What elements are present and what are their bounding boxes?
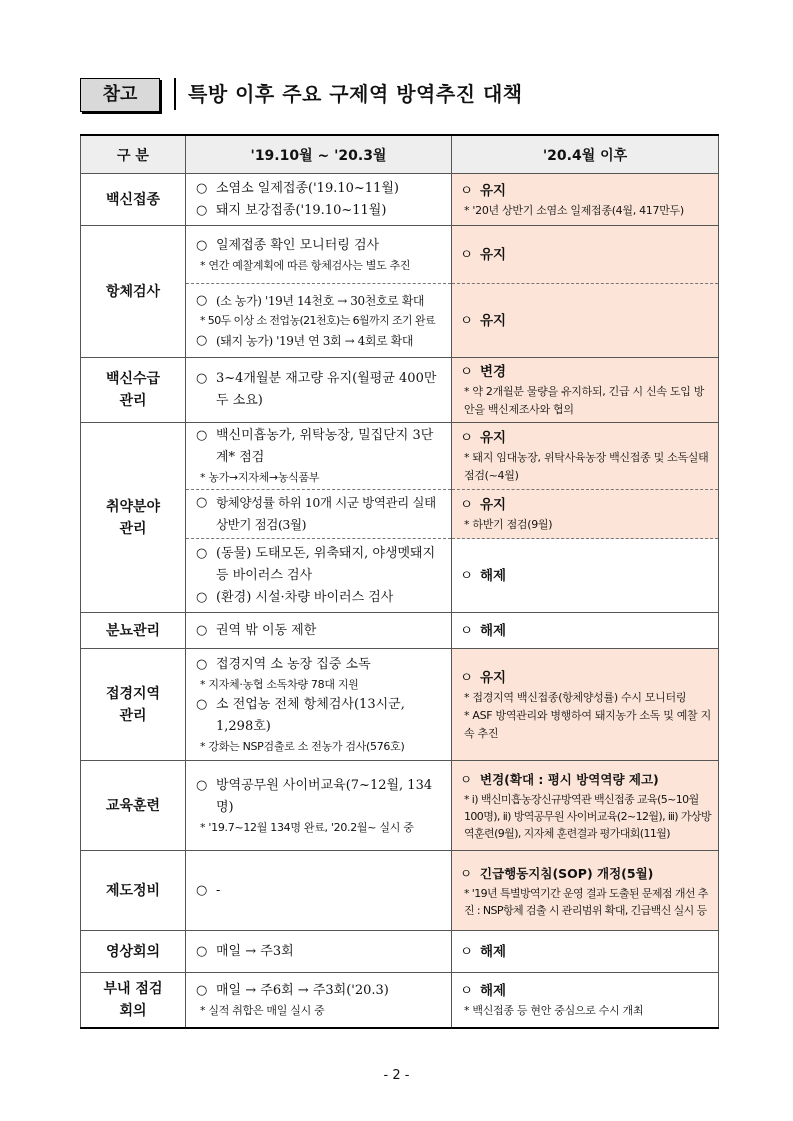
row-label: 제도정비: [81, 851, 186, 931]
row-label: 분뇨관리: [81, 613, 186, 649]
table-row: [81, 174, 719, 226]
right-cell: ㅇ 해제: [452, 613, 719, 649]
right-cell: ㅇ 유지 * 돼지 임대농장, 위탁사육농장 백신접종 및 소독실태 점검(~4월): [452, 423, 719, 490]
row-label: 항체검사: [81, 226, 186, 358]
table-header-row: [81, 135, 719, 174]
mid-cell: ○ -: [186, 851, 452, 931]
measures-table: [80, 134, 719, 1029]
right-cell: ㅇ 해제: [452, 539, 719, 613]
mid-cell: ○ 권역 밖 이동 제한: [186, 613, 452, 649]
mid-cell: ○ 항체양성률 하위 10개 시군 방역관리 실태 상반기 점검(3월): [186, 490, 452, 539]
right-cell: ㅇ 유지 * '20년 상반기 소염소 일제접종(4월, 417만두): [452, 174, 719, 226]
row-label: 접경지역 관리: [81, 649, 186, 761]
col-header-before: '19.10월 ~ '20.3월: [186, 135, 452, 174]
mid-cell: ○ 일제접종 확인 모니터링 검사 * 연간 예찰계획에 따른 항체검사는 별도 추진: [186, 226, 452, 284]
mid-cell: ○ (동물) 도태모돈, 위축돼지, 야생멧돼지 등 바이러스 검사 ○ (환경) 시설·차량 바이러스 검사: [186, 539, 452, 613]
mid-cell: ○ 매일 → 주3회: [186, 931, 452, 973]
right-cell: ㅇ 변경(확대 : 평시 방역역량 제고) * ⅰ) 백신미흡농장신규방역관 백신접종 교육(5~10월 100명), ⅱ) 방역공무원 사이버교육(2~12월), ⅲ) 가상방역훈련(9월), 지자체 훈련결과 평가대회(11월): [452, 761, 719, 851]
page-title: 특방 이후 주요 구제역 방역추진 대책: [188, 82, 523, 106]
table-row: [81, 973, 719, 1028]
table-row: [81, 931, 719, 973]
row-label: 백신수급 관리: [81, 358, 186, 423]
row-label: 영상회의: [81, 931, 186, 973]
page-number: - 2 -: [383, 1068, 410, 1083]
mid-cell: ○ 방역공무원 사이버교육(7~12월, 134명) * '19.7~12월 134명 완료, '20.2월~ 실시 중: [186, 761, 452, 851]
mid-cell: ○ 3~4개월분 재고량 유지(월평균 400만두 소요): [186, 358, 452, 423]
table-row: [81, 649, 719, 761]
right-cell: ㅇ 유지: [452, 226, 719, 284]
table-row: [81, 851, 719, 931]
col-header-after: '20.4월 이후: [452, 135, 719, 174]
right-cell: ㅇ 긴급행동지침(SOP) 개정(5월) * '19년 특별방역기간 운영 결과 도출된 문제점 개선 추진 : NSP항체 검출 시 관리범위 확대, 긴급백신 실시 등: [452, 851, 719, 931]
col-header-category: 구 분: [81, 135, 186, 174]
mid-cell: ○ 접경지역 소 농장 집중 소독 * 지자체·농협 소독차량 78대 지원 ○ 소 전업농 전체 항체검사(13시군, 1,298호) * 강화는 NSP검출로 소 전농가 검사(576호): [186, 649, 452, 761]
row-label: 백신접종: [81, 174, 186, 226]
table-row: [81, 226, 719, 284]
table-row: [81, 358, 719, 423]
mid-cell: ○ (소 농가) '19년 14천호 → 30천호로 확대 * 50두 이상 소 전업농(21천호)는 6월까지 조기 완료 ○ (돼지 농가) '19년 연 3회 → 4회로 확대: [186, 284, 452, 358]
row-label: 교육훈련: [81, 761, 186, 851]
table-row: [81, 761, 719, 851]
right-cell: ㅇ 유지 * 접경지역 백신접종(항체양성률) 수시 모니터링 * ASF 방역관리와 병행하여 돼지농가 소독 및 예찰 지속 추진: [452, 649, 719, 761]
table-row: [81, 613, 719, 649]
right-cell: ㅇ 유지 * 하반기 점검(9월): [452, 490, 719, 539]
mid-cell: ○ 매일 → 주6회 → 주3회('20.3) * 실적 취합은 매일 실시 중: [186, 973, 452, 1028]
row-label: 취약분야 관리: [81, 423, 186, 613]
table-row: [81, 423, 719, 490]
mid-cell: ○ 소염소 일제접종('19.10~11월) ○ 돼지 보강접종('19.10~11월): [186, 174, 452, 226]
mid-cell: ○ 백신미흡농가, 위탁농장, 밀집단지 3단계* 점검 * 농가→지자체→농식품부: [186, 423, 452, 490]
title-divider: [174, 78, 176, 110]
reference-tag: 참고: [80, 78, 160, 112]
right-cell: ㅇ 해제 * 백신접종 등 현안 중심으로 수시 개최: [452, 973, 719, 1028]
row-label: 부내 점검회의: [81, 973, 186, 1028]
right-cell: ㅇ 유지: [452, 284, 719, 358]
right-cell: ㅇ 변경 * 약 2개월분 물량을 유지하되, 긴급 시 신속 도입 방안을 백신제조사와 협의: [452, 358, 719, 423]
right-cell: ㅇ 해제: [452, 931, 719, 973]
